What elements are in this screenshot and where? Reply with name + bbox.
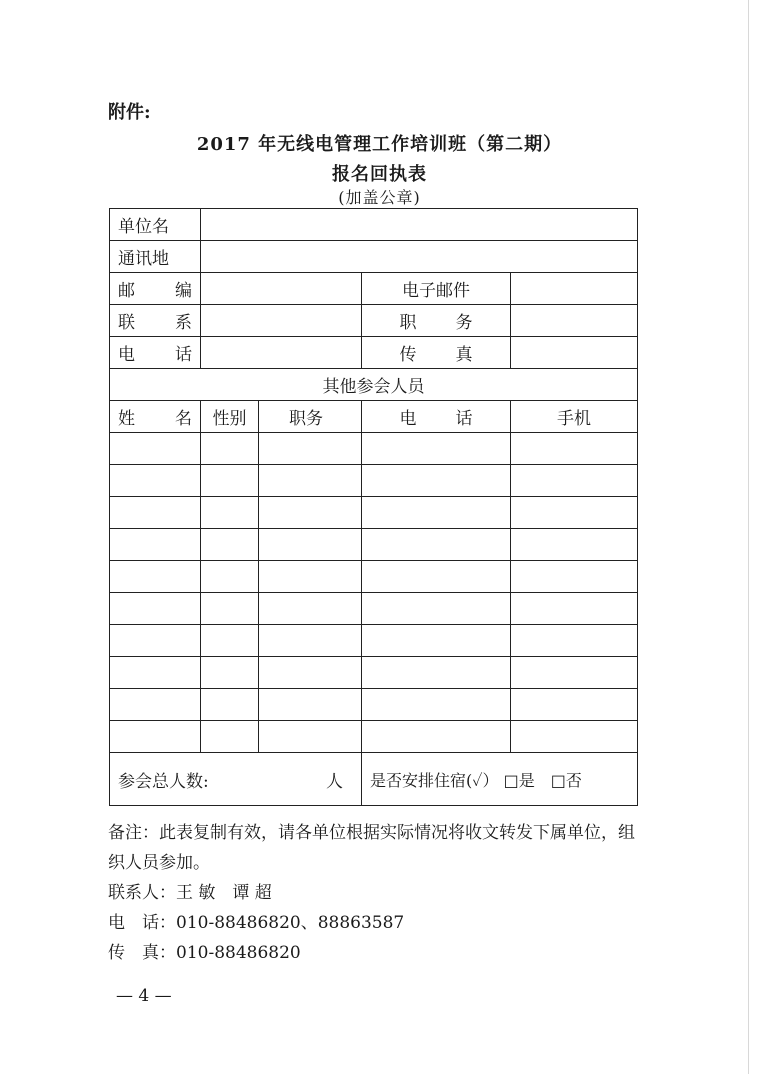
attendee-cell[interactable]: [110, 529, 201, 561]
total-attendees-label: 参会总人数:: [118, 771, 209, 792]
attendee-cell[interactable]: [259, 721, 362, 753]
attendee-row: [110, 593, 638, 625]
attendee-cell[interactable]: [110, 689, 201, 721]
attendee-cell[interactable]: [201, 497, 259, 529]
attendee-row: [110, 497, 638, 529]
form-row-postcode: [110, 273, 638, 305]
seal-note: (加盖公章): [338, 188, 421, 207]
address-field[interactable]: [201, 241, 638, 273]
attendee-cell[interactable]: [362, 657, 511, 689]
attendee-row: [110, 689, 638, 721]
attendee-cell[interactable]: [362, 465, 511, 497]
address-label: 通讯地: [110, 241, 201, 273]
attendee-cell[interactable]: [259, 497, 362, 529]
attendee-cell[interactable]: [110, 657, 201, 689]
attendee-cell[interactable]: [511, 593, 638, 625]
attendee-cell[interactable]: [362, 625, 511, 657]
attendee-cell[interactable]: [201, 721, 259, 753]
phone-field[interactable]: [201, 337, 362, 369]
attendee-cell[interactable]: [362, 689, 511, 721]
unit-name-label: 单位名: [110, 209, 201, 241]
attendee-cell[interactable]: [110, 593, 201, 625]
attendee-row: [110, 529, 638, 561]
notes-block: [108, 818, 648, 968]
attendee-cell[interactable]: [362, 721, 511, 753]
attendee-cell[interactable]: [201, 593, 259, 625]
form-row-unit: [110, 209, 638, 241]
total-attendees-unit: 人: [326, 771, 343, 792]
attendee-cell[interactable]: [511, 465, 638, 497]
col-position-header: 职务: [259, 401, 362, 433]
form-row-total: [110, 753, 638, 806]
attendee-cell[interactable]: [110, 721, 201, 753]
attendee-cell[interactable]: [362, 529, 511, 561]
other-attendees-title: 其他参会人员: [110, 369, 638, 401]
attendee-cell[interactable]: [259, 689, 362, 721]
fax-field[interactable]: [511, 337, 638, 369]
attendee-cell[interactable]: [201, 529, 259, 561]
lodging-option[interactable]: 是否安排住宿(✓） □是 □否: [362, 753, 638, 806]
position-label: 职 务: [362, 305, 511, 337]
postcode-field[interactable]: [201, 273, 362, 305]
fax-label: 传 真: [362, 337, 511, 369]
attendee-row: [110, 465, 638, 497]
attendee-cell[interactable]: [201, 561, 259, 593]
contact-field[interactable]: [201, 305, 362, 337]
attendee-cell[interactable]: [110, 497, 201, 529]
attendee-cell[interactable]: [362, 497, 511, 529]
email-field[interactable]: [511, 273, 638, 305]
attendee-cell[interactable]: [511, 721, 638, 753]
attendee-row: [110, 433, 638, 465]
attendee-cell[interactable]: [511, 689, 638, 721]
attendee-cell[interactable]: [201, 657, 259, 689]
document-title: 2017 年无线电管理工作培训班（第二期）: [196, 134, 563, 155]
attendee-cell[interactable]: [259, 529, 362, 561]
col-phone-header: 电 话: [362, 401, 511, 433]
form-row-phone: [110, 337, 638, 369]
attendee-cell[interactable]: [511, 657, 638, 689]
attendee-cell[interactable]: [259, 433, 362, 465]
attendee-cell[interactable]: [511, 561, 638, 593]
attendee-cell[interactable]: [362, 593, 511, 625]
attendee-cell[interactable]: [201, 689, 259, 721]
contact-phone: 电 话：010-88486820、88863587: [108, 913, 405, 933]
contact-person: 联系人：王 敏 谭 超: [108, 883, 272, 903]
attendee-row: [110, 625, 638, 657]
attendee-cell[interactable]: [259, 593, 362, 625]
attachment-label: 附件:: [108, 102, 151, 123]
attendee-cell[interactable]: [110, 433, 201, 465]
attendee-cell[interactable]: [511, 433, 638, 465]
attendee-cell[interactable]: [259, 657, 362, 689]
attendee-row: [110, 657, 638, 689]
form-row-contact: [110, 305, 638, 337]
attendee-cell[interactable]: [201, 433, 259, 465]
attendee-cell[interactable]: [110, 465, 201, 497]
document-subtitle: 报名回执表: [332, 164, 427, 185]
attendee-header-row: [110, 401, 638, 433]
total-attendees-cell[interactable]: [110, 753, 362, 806]
col-gender-header: 性别: [201, 401, 259, 433]
attendee-cell[interactable]: [259, 561, 362, 593]
attendee-row: [110, 561, 638, 593]
attendee-cell[interactable]: [110, 561, 201, 593]
form-row-others-title: [110, 369, 638, 401]
attendee-cell[interactable]: [259, 625, 362, 657]
phone-label: 电 话: [110, 337, 201, 369]
col-mobile-header: 手机: [511, 401, 638, 433]
remark-text: 备注：此表复制有效，请各单位根据实际情况将收文转发下属单位，组织人员参加。: [108, 823, 635, 873]
attendee-cell[interactable]: [201, 465, 259, 497]
contact-fax: 传 真：010-88486820: [108, 943, 301, 963]
attendee-cell[interactable]: [110, 625, 201, 657]
contact-label: 联 系: [110, 305, 201, 337]
page-number: — 4 —: [116, 986, 172, 1006]
col-name-header: 姓 名: [110, 401, 201, 433]
form-row-address: [110, 241, 638, 273]
position-field[interactable]: [511, 305, 638, 337]
unit-name-field[interactable]: [201, 209, 638, 241]
attendee-cell[interactable]: [511, 529, 638, 561]
registration-form: [109, 208, 638, 806]
attendee-row: [110, 721, 638, 753]
postcode-label: 邮 编: [110, 273, 201, 305]
attendee-cell[interactable]: [511, 625, 638, 657]
attendee-cell[interactable]: [511, 497, 638, 529]
attendee-cell[interactable]: [362, 433, 511, 465]
attendee-cell[interactable]: [362, 561, 511, 593]
attendee-cell[interactable]: [259, 465, 362, 497]
attendee-cell[interactable]: [201, 625, 259, 657]
email-label: 电子邮件: [362, 273, 511, 305]
